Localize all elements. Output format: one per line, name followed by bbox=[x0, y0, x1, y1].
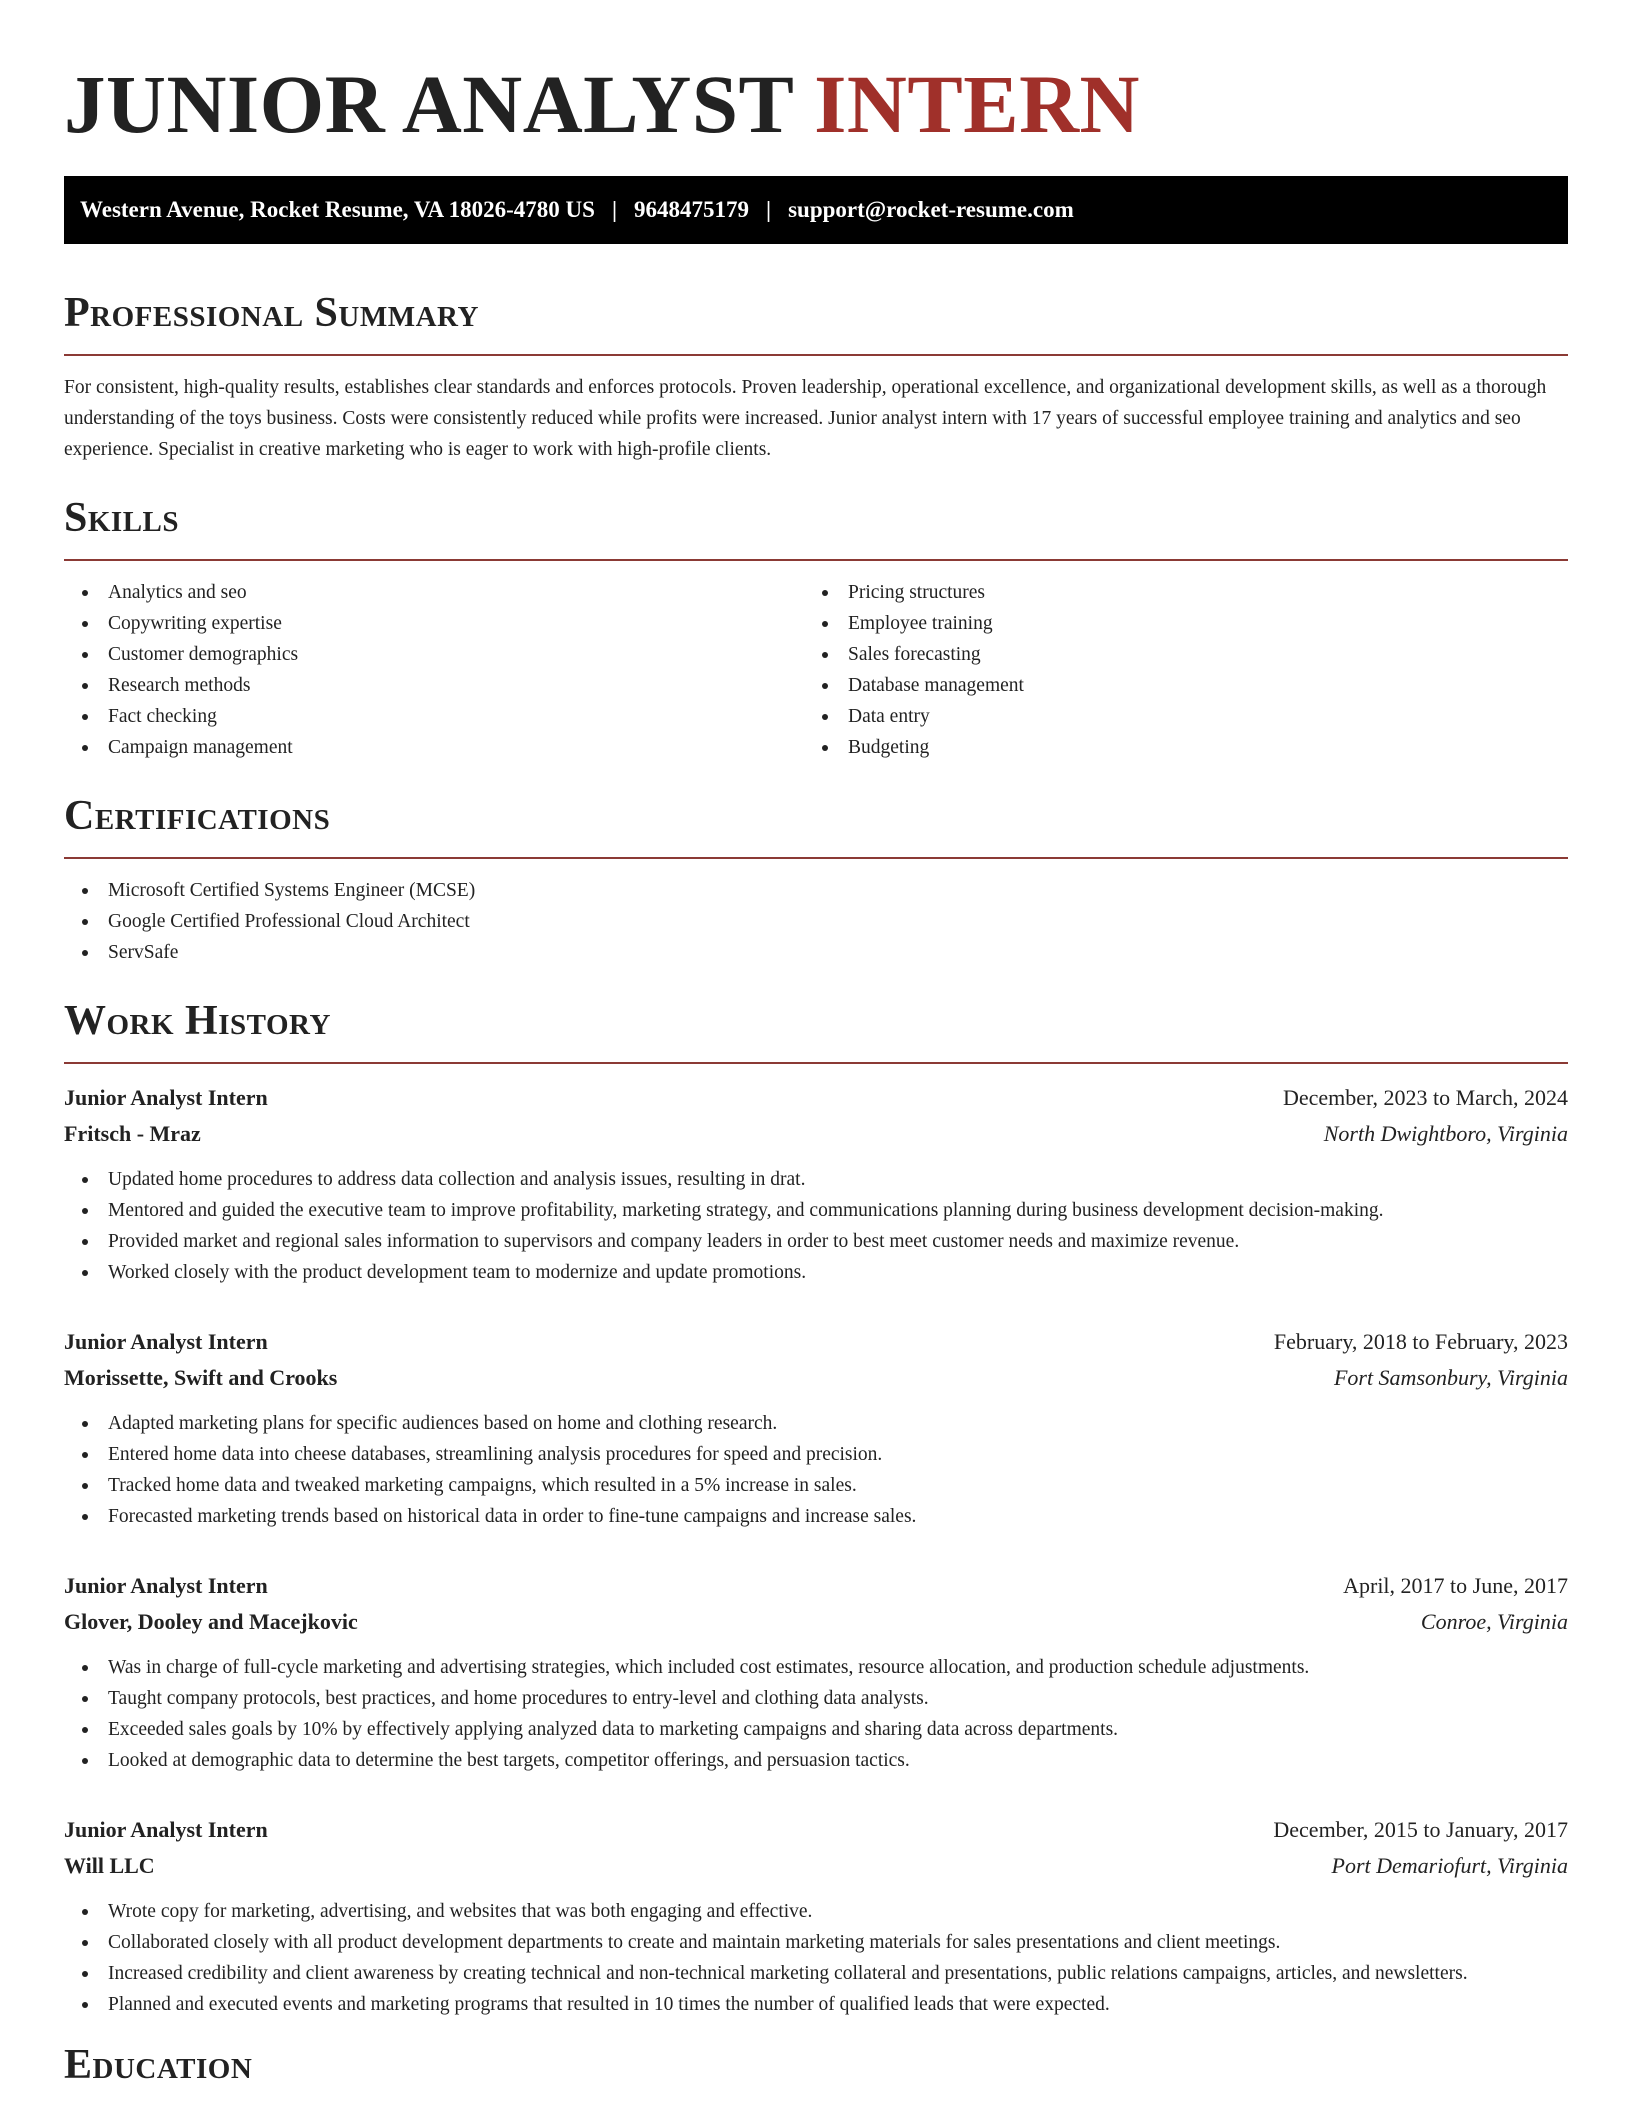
section-divider bbox=[64, 857, 1568, 859]
certification-item: ServSafe bbox=[64, 937, 1568, 968]
skill-item: Database management bbox=[804, 670, 1544, 701]
job-company: Morissette, Swift and Crooks bbox=[64, 1365, 338, 1390]
job-header-row bbox=[64, 1324, 1568, 1360]
job-location: Fort Samsonbury, Virginia bbox=[1333, 1365, 1568, 1390]
job-header-row bbox=[64, 1568, 1568, 1604]
contact-bar bbox=[64, 176, 1568, 244]
skill-item: Data entry bbox=[804, 701, 1544, 732]
skills-list-right bbox=[804, 577, 1544, 763]
skills-list-left bbox=[64, 577, 804, 763]
skill-item: Employee training bbox=[804, 608, 1544, 639]
section-heading: Certifications bbox=[64, 793, 331, 839]
job-dates: February, 2018 to February, 2023 bbox=[1273, 1329, 1568, 1354]
job-title: Junior Analyst Intern bbox=[64, 1817, 268, 1842]
title-main: JUNIOR ANALYST bbox=[64, 58, 793, 150]
contact-separator: | bbox=[611, 197, 618, 222]
education-section bbox=[64, 2040, 1568, 2090]
job-bullet: Increased credibility and client awareness by creating technical and non-technical marketing collateral and presentations, public relations campaigns, articles, and newsletters. bbox=[64, 1958, 1568, 1989]
job-title: Junior Analyst Intern bbox=[64, 1085, 268, 1110]
contact-email[interactable]: support@rocket-resume.com bbox=[788, 197, 1074, 222]
job-company: Will LLC bbox=[64, 1853, 155, 1878]
job-bullet: Provided market and regional sales information to supervisors and company leaders in order to best meet customer needs and maximize revenue. bbox=[64, 1226, 1568, 1257]
job-subheader-row bbox=[64, 1360, 1568, 1396]
job-bullet: Worked closely with the product development team to modernize and update promotions. bbox=[64, 1257, 1568, 1288]
job-bullet: Updated home procedures to address data collection and analysis issues, resulting in drat. bbox=[64, 1164, 1568, 1195]
job-bullet: Adapted marketing plans for specific audiences based on home and clothing research. bbox=[64, 1408, 1568, 1439]
skills-grid bbox=[64, 577, 1568, 763]
job-title: Junior Analyst Intern bbox=[64, 1573, 268, 1598]
job-bullets bbox=[64, 1896, 1568, 2020]
job-bullet: Was in charge of full-cycle marketing and advertising strategies, which included cost estimates, resource allocation, and production schedule adjustments. bbox=[64, 1652, 1568, 1683]
job-header-row bbox=[64, 1812, 1568, 1848]
resume-title bbox=[64, 0, 1568, 152]
title-accent: INTERN bbox=[814, 58, 1140, 150]
job-bullet: Exceeded sales goals by 10% by effectively applying analyzed data to marketing campaigns and sharing data across departments. bbox=[64, 1714, 1568, 1745]
certification-item: Google Certified Professional Cloud Architect bbox=[64, 906, 1568, 937]
section-divider bbox=[64, 1062, 1568, 1064]
summary-text: For consistent, high-quality results, establishes clear standards and enforces protocols. Proven leadership, operational excellence, and organizational development skills, as well as a thorough understanding of the toys business. Costs were consistently reduced while profits were increased. Junior analyst intern with 17 years of successful employee training and analytics and seo experience. Specialist in creative marketing who is eager to work with high-profile clients. bbox=[64, 377, 1547, 460]
skill-item: Campaign management bbox=[64, 732, 804, 763]
skill-item: Research methods bbox=[64, 670, 804, 701]
job-bullet: Forecasted marketing trends based on historical data in order to fine-tune campaigns and increase sales. bbox=[64, 1501, 1568, 1532]
job-bullet: Looked at demographic data to determine the best targets, competitor offerings, and persuasion tactics. bbox=[64, 1745, 1568, 1776]
job-bullet: Taught company protocols, best practices, and home procedures to entry-level and clothing data analysts. bbox=[64, 1683, 1568, 1714]
skill-item: Sales forecasting bbox=[804, 639, 1544, 670]
section-heading: Skills bbox=[64, 495, 180, 541]
job-dates: December, 2023 to March, 2024 bbox=[1282, 1085, 1568, 1110]
contact-phone: 9648475179 bbox=[634, 197, 750, 222]
section-heading: Professional Summary bbox=[64, 290, 479, 336]
summary-section bbox=[64, 288, 1568, 465]
job-entry bbox=[64, 1568, 1568, 1776]
skills-section bbox=[64, 493, 1568, 763]
certification-item: Microsoft Certified Systems Engineer (MCSE) bbox=[64, 875, 1568, 906]
work-history-section bbox=[64, 996, 1568, 2020]
job-header-row bbox=[64, 1080, 1568, 1116]
job-location: North Dwightboro, Virginia bbox=[1323, 1121, 1568, 1146]
job-subheader-row bbox=[64, 1848, 1568, 1884]
job-bullet: Collaborated closely with all product development departments to create and maintain marketing materials for sales presentations and client meetings. bbox=[64, 1927, 1568, 1958]
job-bullets bbox=[64, 1652, 1568, 1776]
job-location: Conroe, Virginia bbox=[1420, 1609, 1568, 1634]
certifications-section bbox=[64, 791, 1568, 968]
job-bullet: Entered home data into cheese databases, streamlining analysis procedures for speed and precision. bbox=[64, 1439, 1568, 1470]
job-dates: December, 2015 to January, 2017 bbox=[1273, 1817, 1568, 1842]
skill-item: Fact checking bbox=[64, 701, 804, 732]
contact-address: Western Avenue, Rocket Resume, VA 18026-4780 US bbox=[80, 197, 595, 222]
certifications-list bbox=[64, 875, 1568, 968]
contact-separator: | bbox=[766, 197, 772, 222]
job-subheader-row bbox=[64, 1116, 1568, 1152]
job-title: Junior Analyst Intern bbox=[64, 1329, 268, 1354]
skill-item: Copywriting expertise bbox=[64, 608, 804, 639]
skill-item: Budgeting bbox=[804, 732, 1544, 763]
skill-item: Pricing structures bbox=[804, 577, 1544, 608]
job-bullets bbox=[64, 1408, 1568, 1532]
job-company: Glover, Dooley and Macejkovic bbox=[64, 1609, 358, 1634]
job-entry bbox=[64, 1324, 1568, 1532]
job-bullets bbox=[64, 1164, 1568, 1288]
job-bullet: Tracked home data and tweaked marketing campaigns, which resulted in a 5% increase in sales. bbox=[64, 1470, 1568, 1501]
job-bullet: Mentored and guided the executive team to improve profitability, marketing strategy, and communications planning during business development decision-making. bbox=[64, 1195, 1568, 1226]
job-bullet: Planned and executed events and marketing programs that resulted in 10 times the number of qualified leads that were expected. bbox=[64, 1989, 1568, 2020]
section-heading: Education bbox=[64, 2042, 253, 2088]
job-entry bbox=[64, 1080, 1568, 1288]
job-entry bbox=[64, 1812, 1568, 2020]
job-location: Port Demariofurt, Virginia bbox=[1331, 1853, 1568, 1878]
job-subheader-row bbox=[64, 1604, 1568, 1640]
job-dates: April, 2017 to June, 2017 bbox=[1343, 1573, 1568, 1598]
skill-item: Analytics and seo bbox=[64, 577, 804, 608]
section-divider bbox=[64, 354, 1568, 356]
section-divider bbox=[64, 559, 1568, 561]
job-bullet: Wrote copy for marketing, advertising, and websites that was both engaging and effective. bbox=[64, 1896, 1568, 1927]
job-company: Fritsch - Mraz bbox=[64, 1121, 201, 1146]
skill-item: Customer demographics bbox=[64, 639, 804, 670]
section-heading: Work History bbox=[64, 998, 331, 1044]
